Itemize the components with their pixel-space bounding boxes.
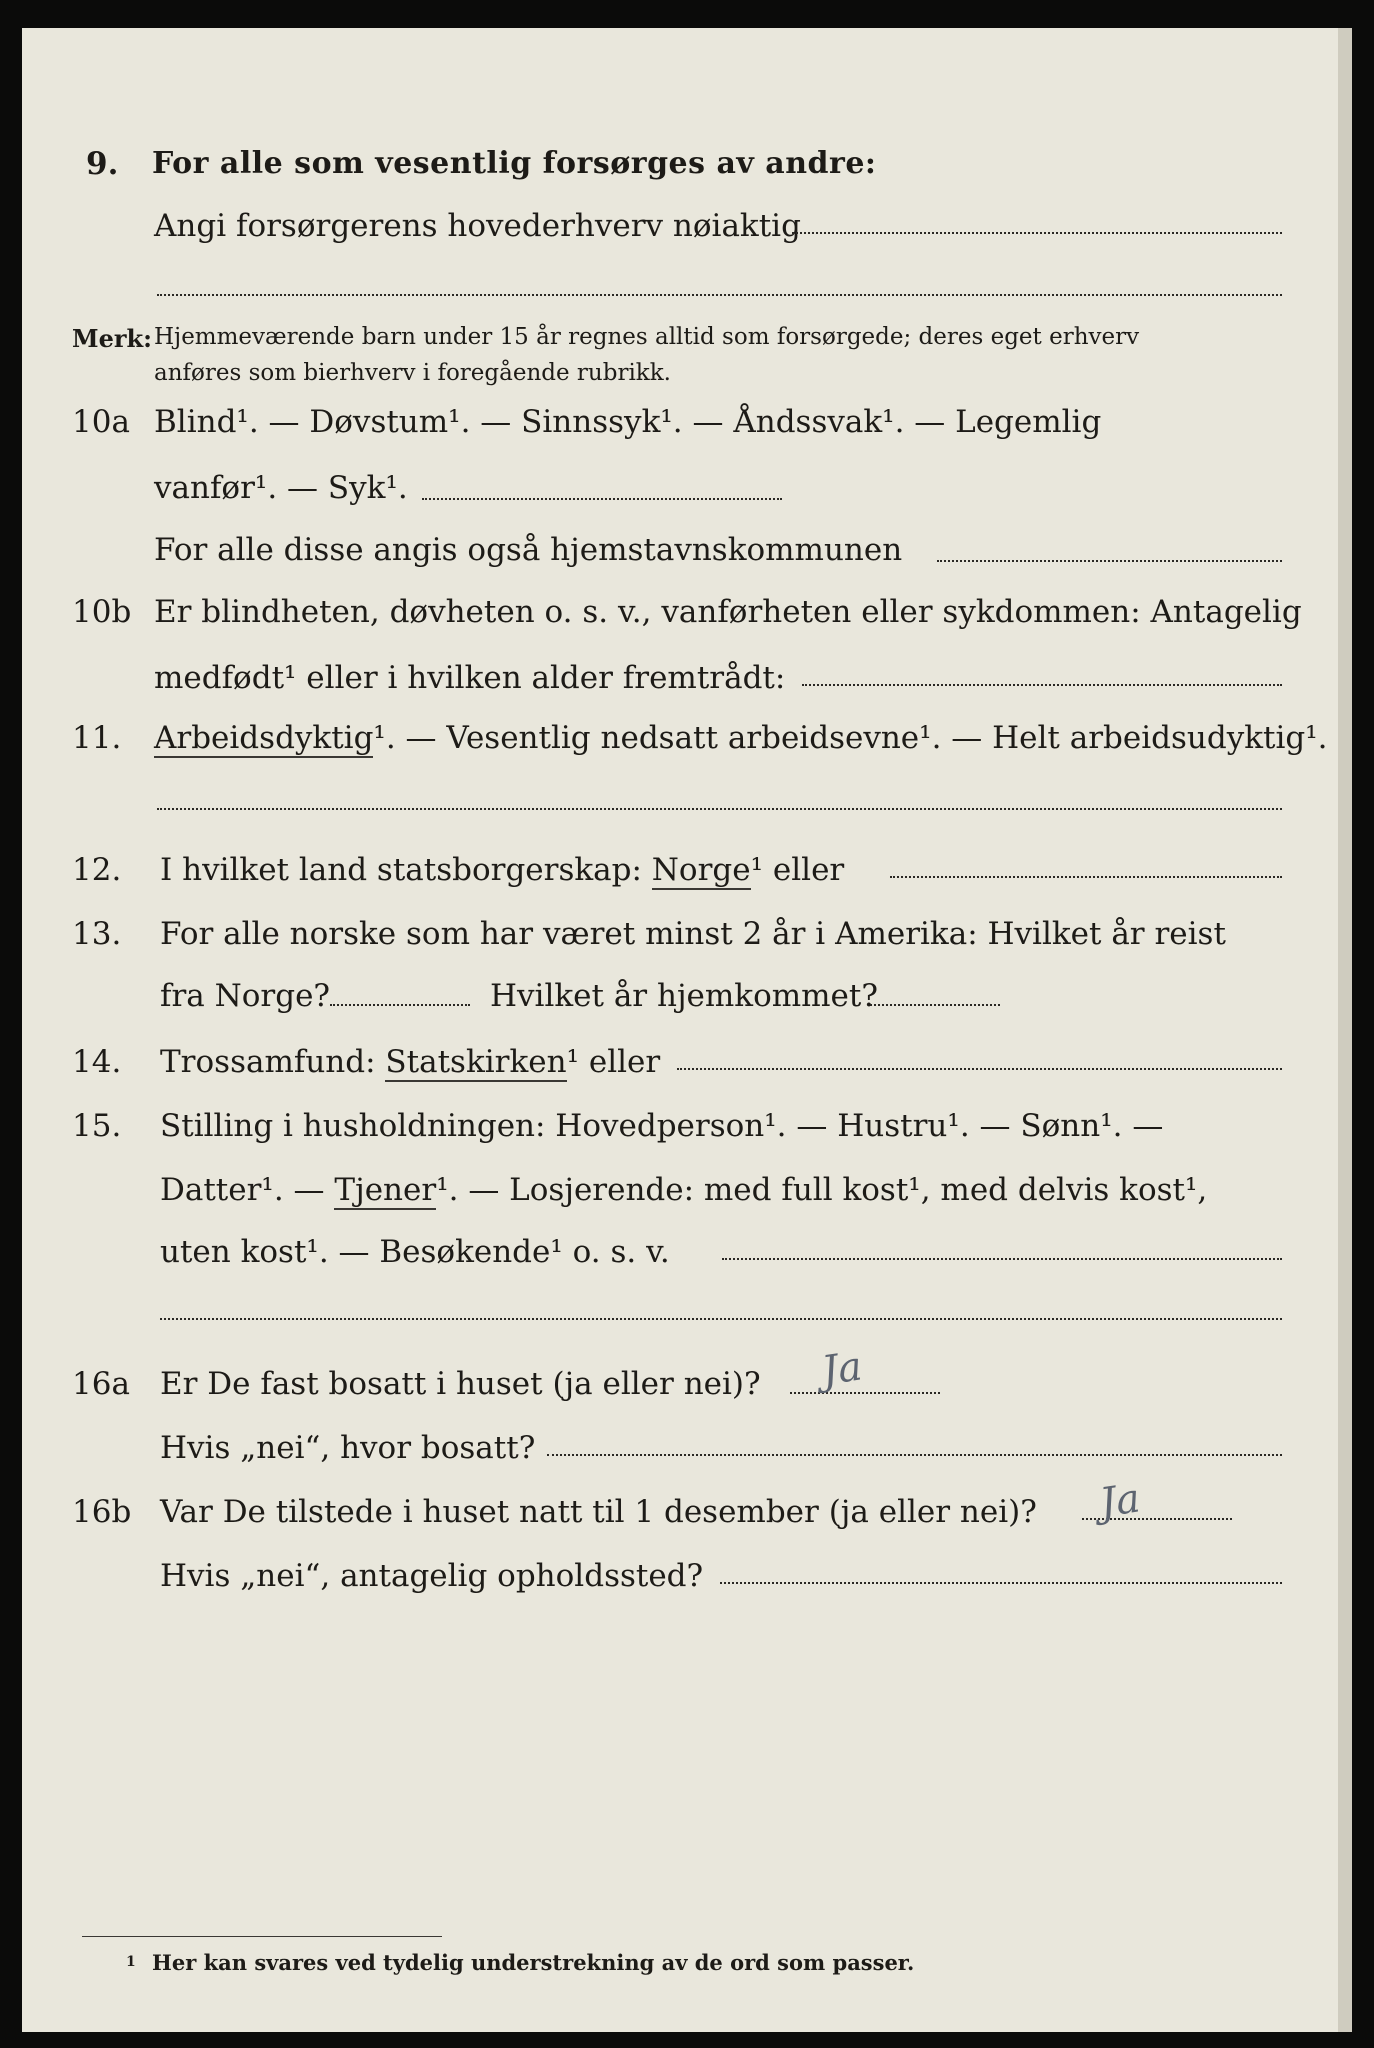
q15-line2b: ¹. — Losjerende: med full kost¹, med delvis kost¹,	[436, 1172, 1208, 1208]
q16b-number: 16b	[72, 1494, 132, 1530]
q13-line2b: Hvilket år hjemkommet?	[490, 978, 878, 1014]
q10a-answer-line	[422, 498, 782, 500]
q16b-opholdssted-line	[720, 1582, 1282, 1584]
q13-reist-line	[330, 1004, 470, 1006]
q16a-number: 16a	[72, 1366, 130, 1402]
q16b-line2: Hvis „nei“, antagelig opholdssted?	[160, 1558, 704, 1594]
q10a-line1: Blind¹. — Døvstum¹. — Sinnssyk¹. — Åndssvak¹. — Legemlig	[154, 404, 1102, 440]
q11-rest: ¹. — Vesentlig nedsatt arbeidsevne¹. — Helt arbeidsudyktig¹.	[373, 720, 1328, 756]
q14-pre: Trossamfund:	[160, 1044, 376, 1080]
q12-line	[160, 852, 844, 888]
q14-answer-line	[677, 1068, 1282, 1070]
q11-arbeidsdyktig-underlined: Arbeidsdyktig	[154, 720, 374, 756]
q9-number: 9.	[86, 146, 119, 182]
footnote-text: Her kan svares ved tydelig understrekning av de ord som passer.	[152, 1950, 915, 1975]
q11-number: 11.	[72, 720, 122, 756]
q9-answer-line-2	[157, 294, 1282, 296]
q13-number: 13.	[72, 916, 122, 952]
q12-answer-line	[890, 876, 1282, 878]
q12-number: 12.	[72, 852, 122, 888]
q10a-number: 10a	[72, 404, 130, 440]
q10b-line1: Er blindheten, døvheten o. s. v., vanførheten eller sykdommen: Antagelig	[154, 594, 1302, 630]
q15-line2a: Datter¹. —	[160, 1172, 325, 1208]
q14-line	[160, 1044, 660, 1080]
q16a-line1: Er De fast bosatt i huset (ja eller nei)?	[160, 1366, 761, 1402]
footnote-mark: 1	[126, 1954, 136, 1970]
q16a-bosatt-line	[547, 1454, 1282, 1456]
q15-line2	[160, 1172, 1207, 1208]
q13-line2a: fra Norge?	[160, 978, 331, 1014]
q10b-line2: medfødt¹ eller i hvilken alder fremtrådt:	[154, 660, 786, 696]
q14-number: 14.	[72, 1044, 122, 1080]
q9-title: For alle som vesentlig forsørges av andre:	[152, 146, 877, 181]
footnote-divider	[82, 1936, 442, 1937]
q10a-home-line	[937, 560, 1282, 562]
q15-tjener-underlined: Tjener	[334, 1172, 437, 1208]
q12-norge-underlined: Norge	[651, 852, 751, 888]
q12-pre: I hvilket land statsborgerskap:	[160, 852, 642, 888]
form-page	[22, 28, 1350, 2032]
q15-answer-line-2	[160, 1318, 1282, 1320]
q16b-handwritten-answer: Ja	[1096, 1475, 1143, 1527]
q10a-line2: vanfør¹. — Syk¹.	[154, 470, 408, 506]
q10b-number: 10b	[72, 594, 132, 630]
q9-line2: Angi forsørgerens hovederhverv nøiaktig	[154, 208, 801, 244]
q16b-line1: Var De tilstede i huset natt til 1 desember (ja eller nei)?	[160, 1494, 1037, 1530]
q12-post: ¹ eller	[750, 852, 845, 888]
merk-label: Merk:	[72, 324, 152, 353]
q10a-line3: For alle disse angis også hjemstavnskommunen	[154, 532, 903, 568]
q15-line1: Stilling i husholdningen: Hovedperson¹. — Hustru¹. — Sønn¹. —	[160, 1108, 1164, 1144]
q16a-answer-line	[790, 1392, 940, 1394]
q14-statskirken-underlined: Statskirken	[385, 1044, 567, 1080]
q15-line3: uten kost¹. — Besøkende¹ o. s. v.	[160, 1234, 670, 1270]
q13-hjemkommet-line	[870, 1004, 1000, 1006]
merk-line2: anføres som bierhverv i foregående rubrikk.	[154, 360, 671, 386]
q9-answer-line	[792, 232, 1282, 234]
q11-line	[154, 720, 1328, 756]
q16a-line2: Hvis „nei“, hvor bosatt?	[160, 1430, 536, 1466]
q16a-handwritten-answer: Ja	[818, 1343, 865, 1395]
paper-edge	[1338, 28, 1352, 2032]
q10b-answer-line	[802, 684, 1282, 686]
q11-answer-line	[157, 808, 1282, 810]
merk-line1: Hjemmeværende barn under 15 år regnes alltid som forsørgede; deres eget erhverv	[154, 324, 1140, 350]
q15-answer-line	[722, 1258, 1282, 1260]
q14-post: ¹ eller	[566, 1044, 661, 1080]
q15-number: 15.	[72, 1108, 122, 1144]
q13-line1: For alle norske som har været minst 2 år i Amerika: Hvilket år reist	[160, 916, 1226, 952]
